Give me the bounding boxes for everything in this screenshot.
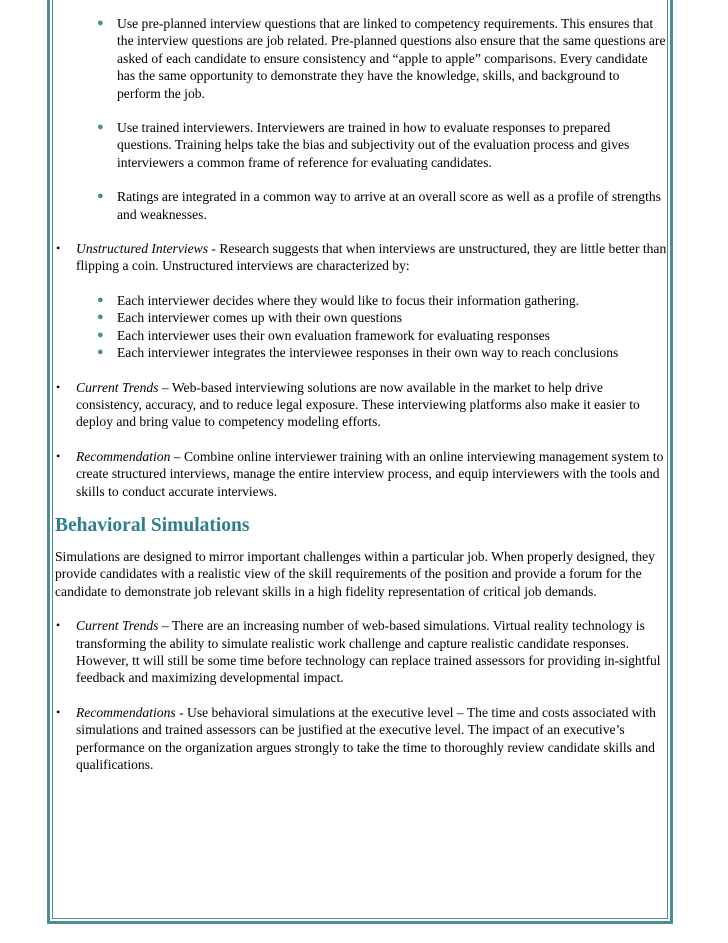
- bullet-text: [76, 448, 668, 500]
- bullet-icon: •: [56, 379, 61, 394]
- bullet-text: [76, 379, 668, 431]
- term: Unstructured Interviews: [76, 241, 209, 257]
- description: - Research suggests that when interviews are unstructured, they are little better than flipping a coin. Unstructured interviews are characterized by:: [76, 241, 667, 274]
- description: – Combine online interviewer training with an online interviewing management system to create structured interviews, manage the entire interview process, and equip interviewers with the tools and skills to conduct accurate interviews.: [76, 448, 664, 499]
- section-heading: Behavioral Simulations: [55, 514, 250, 536]
- bullet-text: [76, 704, 668, 774]
- bullet-icon: •: [56, 618, 61, 633]
- description: - Use behavioral simulations at the executive level – The time and costs associated with simulations and trained assessors can be justified at the executive level. The impact of an executive’s performance on the organization argues strongly to take the time to thoroughly review candidate skills and qualifications.: [76, 704, 656, 772]
- bullet-text: [76, 617, 668, 687]
- document-body: [55, 0, 670, 773]
- bullet-text: Use pre-planned interview questions that are linked to competency requirements. This ensures that the interview questions are job related. Pre-planned questions also ensure that the same questions are asked of each candidate to ensure consistency and “apple to apple” comparisons. Every candidate has the same opportunity to demonstrate they have the knowledge, skills, and background to perform the job.: [117, 16, 666, 101]
- sub-bullet-item: [55, 327, 670, 344]
- bullet-text: Ratings are integrated in a common way to arrive at an overall score as well as a profile of strengths and weaknesses.: [117, 189, 661, 222]
- bullet-icon: •: [56, 241, 61, 256]
- bullet-icon: ●: [97, 311, 104, 324]
- bullet-icon: ●: [97, 328, 104, 341]
- bullet-current-trends: [55, 617, 670, 687]
- bullet-current-trends: [55, 379, 670, 431]
- term: Recommendations: [76, 704, 176, 720]
- sub-bullet-item: [55, 309, 670, 326]
- bullet-text: [76, 240, 668, 275]
- bullet-text: Use trained interviewers. Interviewers are trained in how to evaluate responses to prepared questions. Training helps take the bias and subjectivity out of the evaluation process and gives interviewers a common frame of reference for evaluating candidates.: [117, 120, 630, 170]
- description: – There are an increasing number of web-based simulations. Virtual reality technology is transforming the ability to simulate realistic work challenge and capture realistic candidate responses. However, tt will still be some time before technology can replace trained assessors for providing in-sightful feedback and maximizing developmental impact.: [76, 618, 661, 686]
- bullet-text: Each interviewer comes up with their own questions: [117, 310, 403, 326]
- bullet-icon: •: [56, 704, 61, 719]
- bullet-icon: ●: [97, 190, 104, 203]
- bullet-icon: ●: [97, 121, 104, 134]
- term: Current Trends: [76, 618, 159, 634]
- bullet-text: Each interviewer integrates the interviewee responses in their own way to reach conclusions: [117, 345, 619, 361]
- bullet-icon: ●: [97, 346, 104, 359]
- sub-bullet-item: [55, 15, 670, 102]
- bullet-text: Each interviewer uses their own evaluation framework for evaluating responses: [117, 327, 550, 343]
- bullet-icon: ●: [97, 293, 104, 306]
- sub-bullet-item: [55, 188, 670, 223]
- bullet-recommendations: [55, 704, 670, 774]
- sub-bullet-item: [55, 119, 670, 171]
- bullet-recommendation: [55, 448, 670, 500]
- description: – Web-based interviewing solutions are now available in the market to help drive consistency, accuracy, and to reduce legal exposure. These interviewing platforms also make it easier to deploy and bring value to competency modeling efforts.: [76, 379, 640, 430]
- bullet-text: Each interviewer decides where they would like to focus their information gathering.: [117, 292, 580, 308]
- bullet-unstructured-interviews: [55, 240, 670, 275]
- sub-bullet-item: [55, 344, 670, 361]
- term: Current Trends: [76, 379, 159, 395]
- sub-bullet-item: [55, 292, 670, 309]
- term: Recommendation: [76, 448, 171, 464]
- section-intro: Simulations are designed to mirror important challenges within a particular job. When properly designed, they provide candidates with a realistic view of the skill requirements of the position and provide a forum for the candidate to demonstrate job relevant skills in a high fidelity representation of critical job demands.: [55, 548, 655, 599]
- bullet-icon: ●: [97, 17, 104, 29]
- bullet-icon: •: [56, 448, 61, 463]
